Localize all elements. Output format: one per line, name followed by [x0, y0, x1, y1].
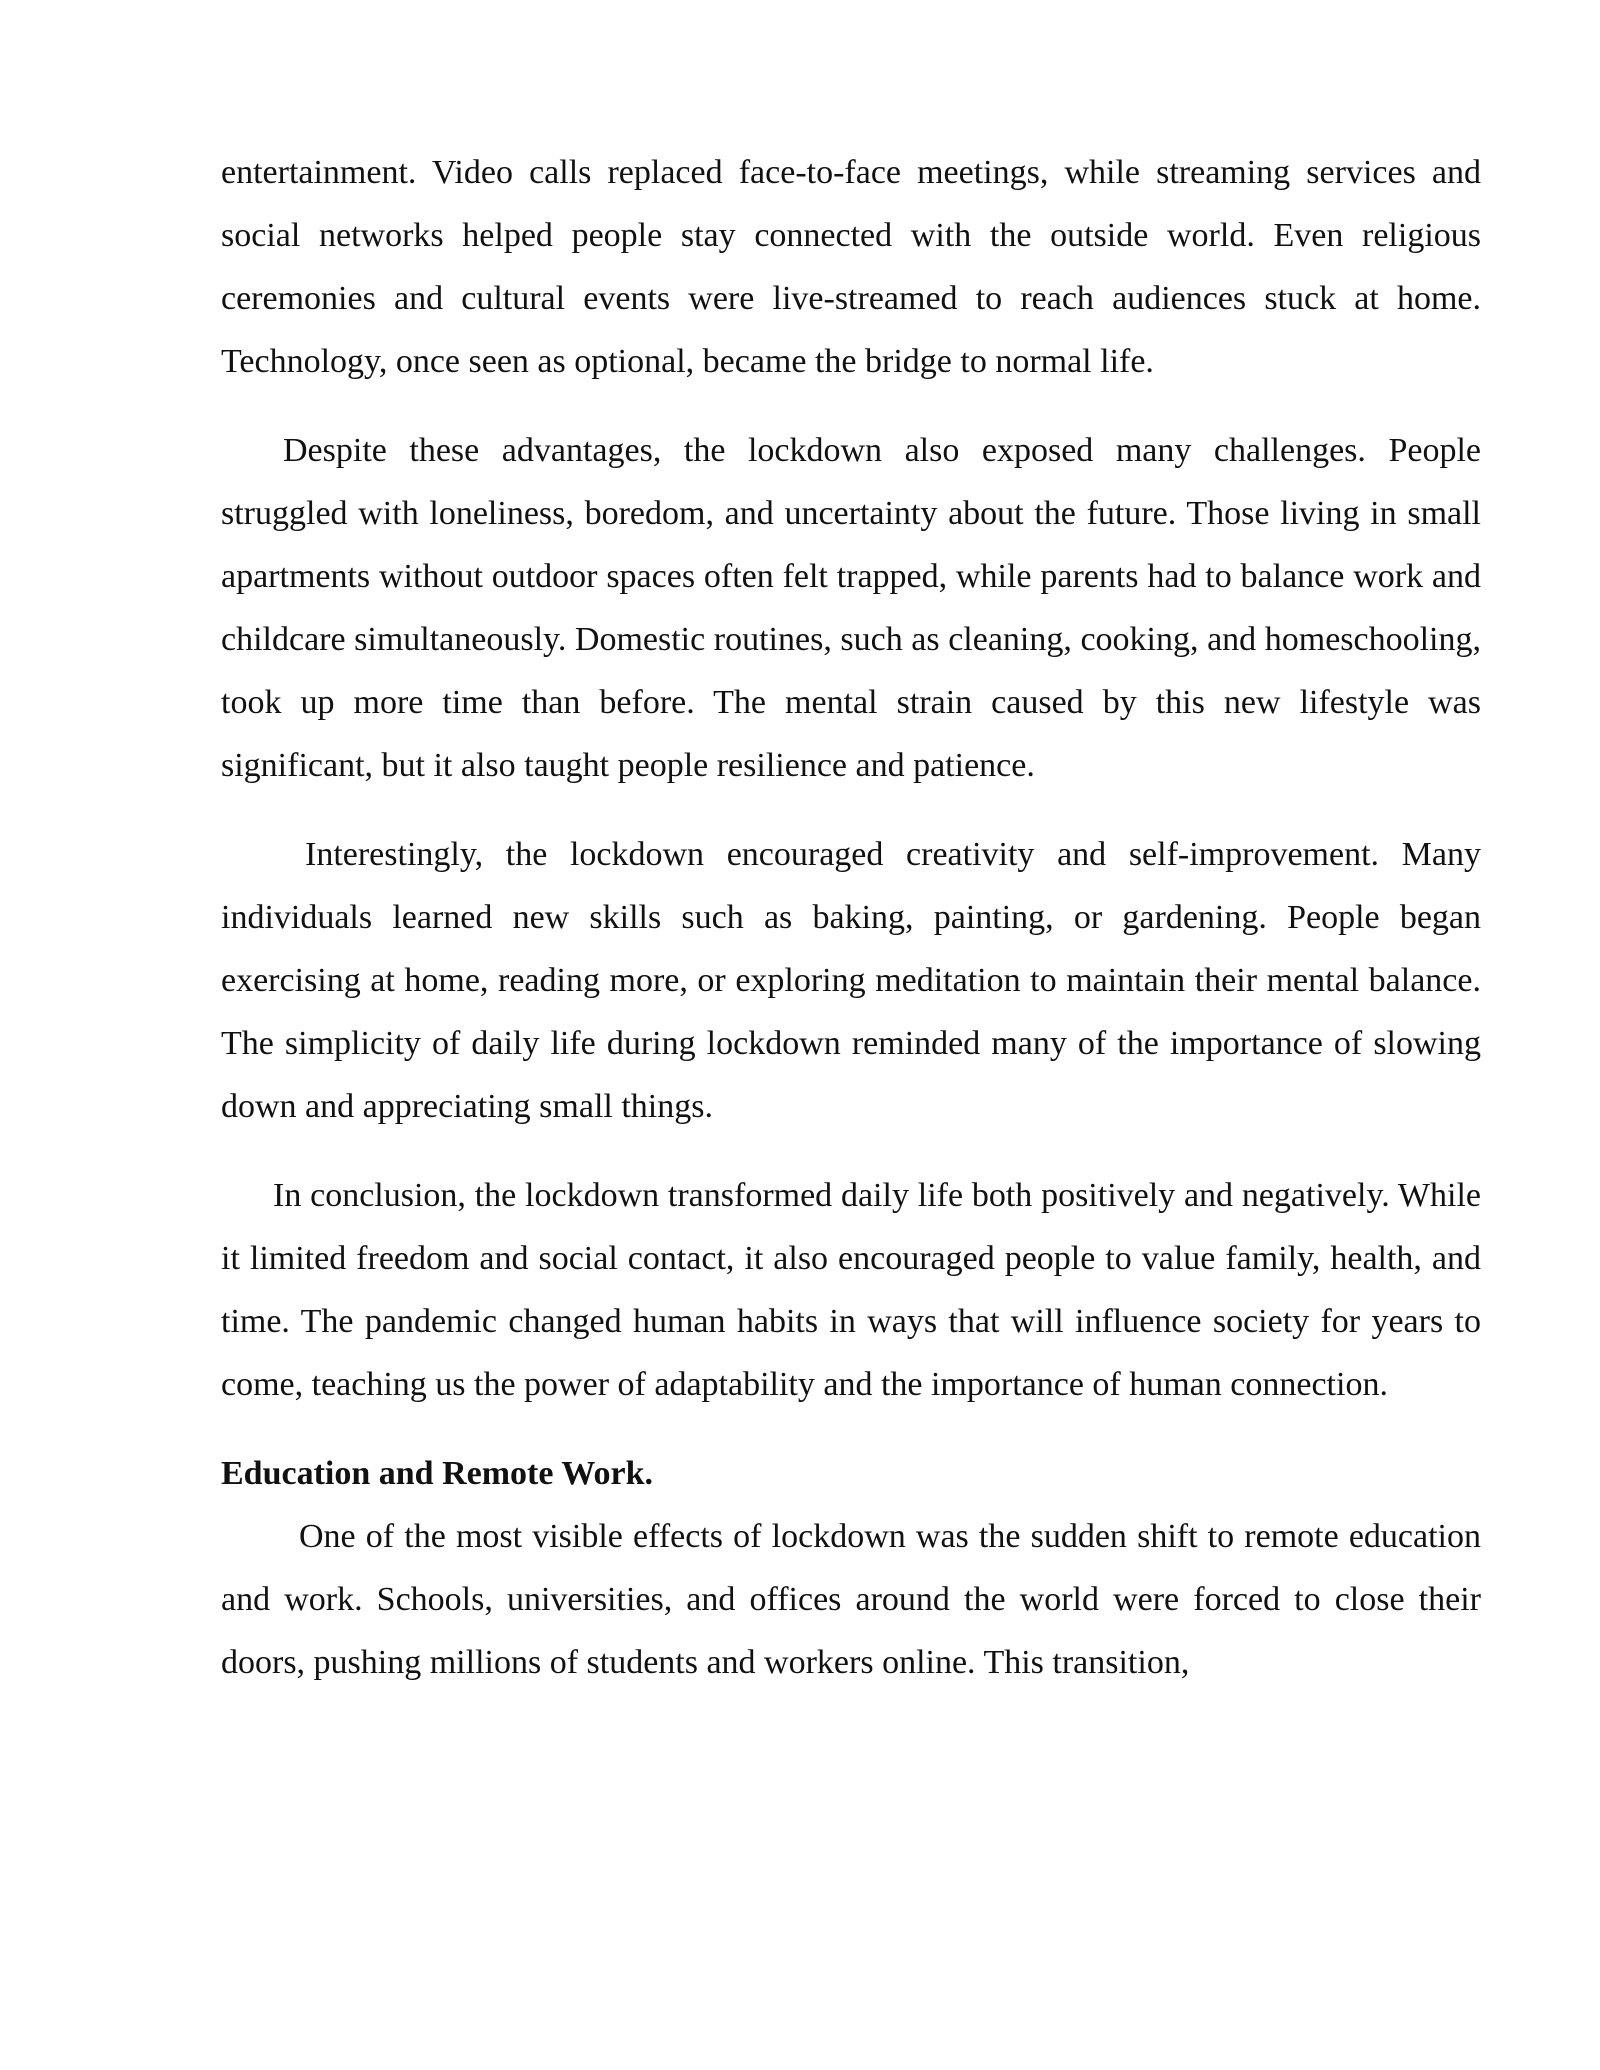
paragraph-remote-education: One of the most visible effects of lockdown was the sudden shift to remote education and work. Schools, universities, and offices around the world were forced to close their doors, pushing millions of students and workers online. This transition, [221, 1518, 1481, 1681]
paragraph-challenges: Despite these advantages, the lockdown also exposed many challenges. People struggled with loneliness, boredom, and uncertainty about the future. Those living in small apartments without outdoor spaces often felt trapped, while parents had to balance work and childcare simultaneously. Domestic routines, such as cleaning, cooking, and homeschooling, took up more time than before. The mental strain caused by this new lifestyle was significant, but it also taught people resilience and patience. [221, 432, 1481, 784]
paragraph-technology: entertainment. Video calls replaced face-to-face meetings, while streaming services and social networks helped people stay connected with the outside world. Even religious ceremonies and cultural events were live-streamed to reach audiences stuck at home. Technology, once seen as optional, became the bridge to normal life. [221, 154, 1481, 380]
paragraph-creativity: Interestingly, the lockdown encouraged creativity and self-improvement. Many individuals learned new skills such as baking, painting, or gardening. People began exercising at home, reading more, or exploring meditation to maintain their mental balance. The simplicity of daily life during lockdown reminded many of the importance of slowing down and appreciating small things. [221, 836, 1481, 1125]
section-heading: Education and Remote Work. [221, 1455, 653, 1492]
document-page [221, 141, 1481, 1720]
paragraph-conclusion: In conclusion, the lockdown transformed daily life both positively and negatively. While it limited freedom and social contact, it also encouraged people to value family, health, and time. The pandemic changed human habits in ways that will influence society for years to come, teaching us the power of adaptability and the importance of human connection. [221, 1177, 1481, 1403]
